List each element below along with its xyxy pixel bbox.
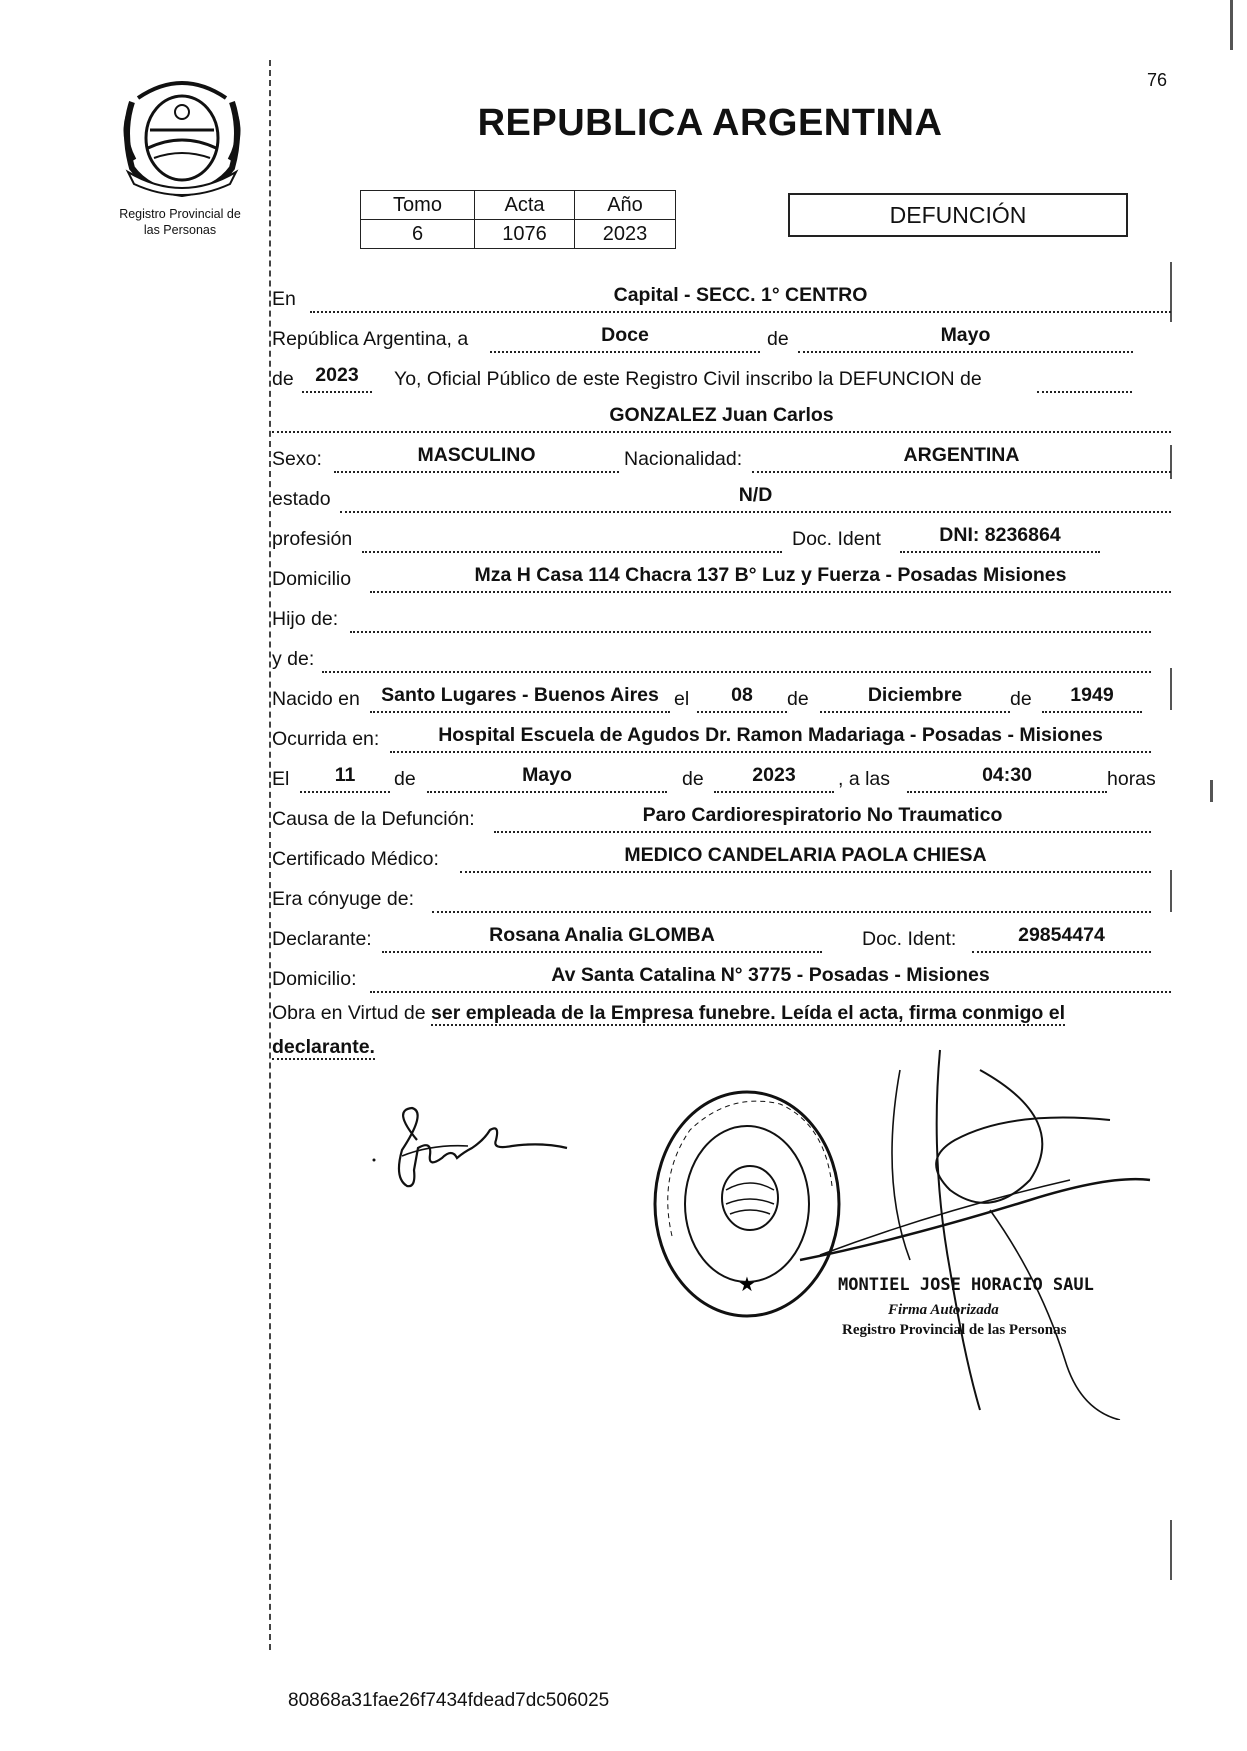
acta-header: Acta [475, 191, 575, 220]
nacionalidad-field [752, 445, 1171, 473]
row-declarante [272, 925, 1171, 953]
row-domicilio-declarante [272, 965, 1171, 993]
nac-dia-field [697, 685, 787, 713]
row-republica [272, 325, 1171, 353]
row-yo [272, 365, 1171, 393]
el2-label: El [272, 768, 290, 790]
profesion-label: profesión [272, 528, 353, 550]
nac-mes-field [820, 685, 1010, 713]
def-hora-field [907, 765, 1107, 793]
def-hora-value: 04:30 [982, 764, 1032, 786]
row-hijo [272, 605, 1171, 633]
document-type-box: DEFUNCIÓN [788, 193, 1128, 237]
nac-de1-label: de [787, 688, 809, 710]
anio-value: 2023 [575, 220, 676, 249]
def-de1-label: de [394, 768, 416, 790]
domicilio2-value: Av Santa Catalina N° 3775 - Posadas - Misiones [551, 964, 990, 986]
page-number: 76 [1147, 70, 1168, 90]
provincial-seal-icon [118, 72, 246, 198]
row-sexo [272, 445, 1171, 473]
scan-mark [1210, 780, 1213, 802]
certificado-label: Certificado Médico: [272, 848, 439, 870]
nombre-value: GONZALEZ Juan Carlos [609, 404, 834, 426]
yde-label: y de: [272, 648, 315, 670]
row-causa [272, 805, 1171, 833]
nac-mes-value: Diciembre [867, 684, 963, 706]
mes-field [798, 325, 1133, 353]
decl-doc-label: Doc. Ident: [862, 928, 957, 950]
svg-text:★: ★ [738, 1272, 756, 1296]
domicilio-value: Mza H Casa 114 Chacra 137 B° Luz y Fuerza - Posadas Misiones [474, 564, 1067, 586]
obra-label: Obra en Virtud de [272, 1002, 426, 1024]
official-role: Firma Autorizada [888, 1302, 999, 1318]
def-anio-field [714, 765, 834, 793]
acta-table-value-row [361, 220, 676, 249]
def-dia-field [300, 765, 390, 793]
decl-doc-value: 29854474 [1018, 924, 1105, 946]
ocurrida-field [390, 725, 1151, 753]
alas-label: , a las [838, 768, 891, 790]
domicilio2-label: Domicilio: [272, 968, 357, 990]
certificado-field [460, 845, 1151, 873]
nacionalidad-label: Nacionalidad: [624, 448, 743, 470]
doc-ident-label: Doc. Ident [792, 528, 881, 550]
conyuge-field [432, 885, 1151, 913]
en-field [310, 285, 1171, 313]
conyuge-label: Era cónyuge de: [272, 888, 415, 910]
row-certificado [272, 845, 1171, 873]
estado-value: N/D [738, 484, 773, 506]
anio-header: Año [575, 191, 676, 220]
yde-field [322, 645, 1151, 673]
acta-table-header-row [361, 191, 676, 220]
tomo-header: Tomo [361, 191, 475, 220]
obra-value: ser empleada de la Empresa funebre. Leída el acta, firma conmigo el declarante. [272, 1002, 1065, 1058]
hijo-label: Hijo de: [272, 608, 339, 630]
republica-label: República Argentina, a [272, 328, 469, 350]
nacido-lugar-field [370, 685, 670, 713]
profesion-field [362, 525, 782, 553]
sexo-field [334, 445, 619, 473]
certificado-value: MEDICO CANDELARIA PAOLA CHIESA [624, 844, 987, 866]
causa-value: Paro Cardiorespiratorio No Traumatico [642, 804, 1003, 826]
doc-ident-field [900, 525, 1100, 553]
de2-label: de [272, 368, 294, 390]
dia-value: Doce [601, 324, 649, 346]
row-nacido [272, 685, 1171, 713]
estado-label: estado [272, 488, 331, 510]
row-profesion [272, 525, 1171, 553]
dia-field [490, 325, 760, 353]
anio-field [302, 365, 372, 393]
def-mes-value: Mayo [522, 764, 572, 786]
scan-mark [1230, 0, 1233, 50]
nacionalidad-value: ARGENTINA [903, 444, 1020, 466]
row-estado [272, 485, 1171, 513]
yo-trailing-field [1037, 365, 1132, 393]
estado-field [340, 485, 1171, 513]
row-en [272, 285, 1171, 313]
def-dia-value: 11 [334, 764, 356, 786]
row-domicilio [272, 565, 1171, 593]
official-name: MONTIEL JOSE HORACIO SAUL [838, 1275, 1094, 1295]
declarante-field [382, 925, 822, 953]
domicilio2-field [370, 965, 1171, 993]
scan-mark [1170, 1520, 1172, 1580]
declarante-label: Declarante: [272, 928, 372, 950]
hijo-field [350, 605, 1151, 633]
row-fecha-defuncion [272, 765, 1171, 793]
def-mes-field [427, 765, 667, 793]
domicilio-field [370, 565, 1171, 593]
mes-value: Mayo [940, 324, 991, 346]
declarante-signature [372, 1100, 572, 1210]
en-value: Capital - SECC. 1° CENTRO [613, 284, 868, 306]
causa-field [494, 805, 1151, 833]
registry-label [90, 206, 270, 238]
margin-rule [269, 60, 271, 1650]
def-anio-value: 2023 [752, 764, 796, 786]
nac-dia-value: 08 [731, 684, 753, 706]
acta-value: 1076 [475, 220, 575, 249]
yo-text: Yo, Oficial Público de este Registro Civil inscribo la DEFUNCION de [394, 368, 982, 390]
el-label: el [674, 688, 690, 710]
causa-label: Causa de la Defunción: [272, 808, 475, 830]
doc-ident-value: DNI: 8236864 [939, 524, 1061, 546]
registry-label-line2: las Personas [143, 223, 217, 237]
horas-label: horas [1107, 768, 1156, 790]
official-registry: Registro Provincial de las Personas [842, 1322, 1067, 1338]
declarante-value: Rosana Analia GLOMBA [489, 924, 715, 946]
def-de2-label: de [682, 768, 704, 790]
sexo-label: Sexo: [272, 448, 322, 470]
nac-anio-value: 1949 [1070, 684, 1114, 706]
row-yde [272, 645, 1171, 673]
ocurrida-value: Hospital Escuela de Agudos Dr. Ramon Madariaga - Posadas - Misiones [438, 724, 1103, 746]
official-signature [780, 1040, 1160, 1420]
anio-inscr-value: 2023 [315, 364, 359, 386]
sexo-value: MASCULINO [417, 444, 536, 466]
nombre-field [272, 405, 1171, 433]
document-title: REPUBLICA ARGENTINA [477, 102, 943, 144]
en-label: En [272, 288, 296, 310]
registry-label-line1: Registro Provincial de [119, 207, 241, 221]
acta-table [360, 190, 676, 249]
nacido-label: Nacido en [272, 688, 360, 710]
ocurrida-label: Ocurrida en: [272, 728, 380, 750]
row-conyuge [272, 885, 1171, 913]
decl-doc-field [972, 925, 1151, 953]
document-hash: 80868a31fae26f7434fdead7dc506025 [288, 1690, 610, 1711]
de-label: de [767, 328, 789, 350]
domicilio-label: Domicilio [272, 568, 352, 590]
row-nombre [272, 405, 1171, 433]
tomo-value: 6 [361, 220, 475, 249]
nac-de2-label: de [1010, 688, 1032, 710]
row-ocurrida [272, 725, 1171, 753]
nac-anio-field [1042, 685, 1142, 713]
nacido-lugar-value: Santo Lugares - Buenos Aires [381, 684, 659, 706]
